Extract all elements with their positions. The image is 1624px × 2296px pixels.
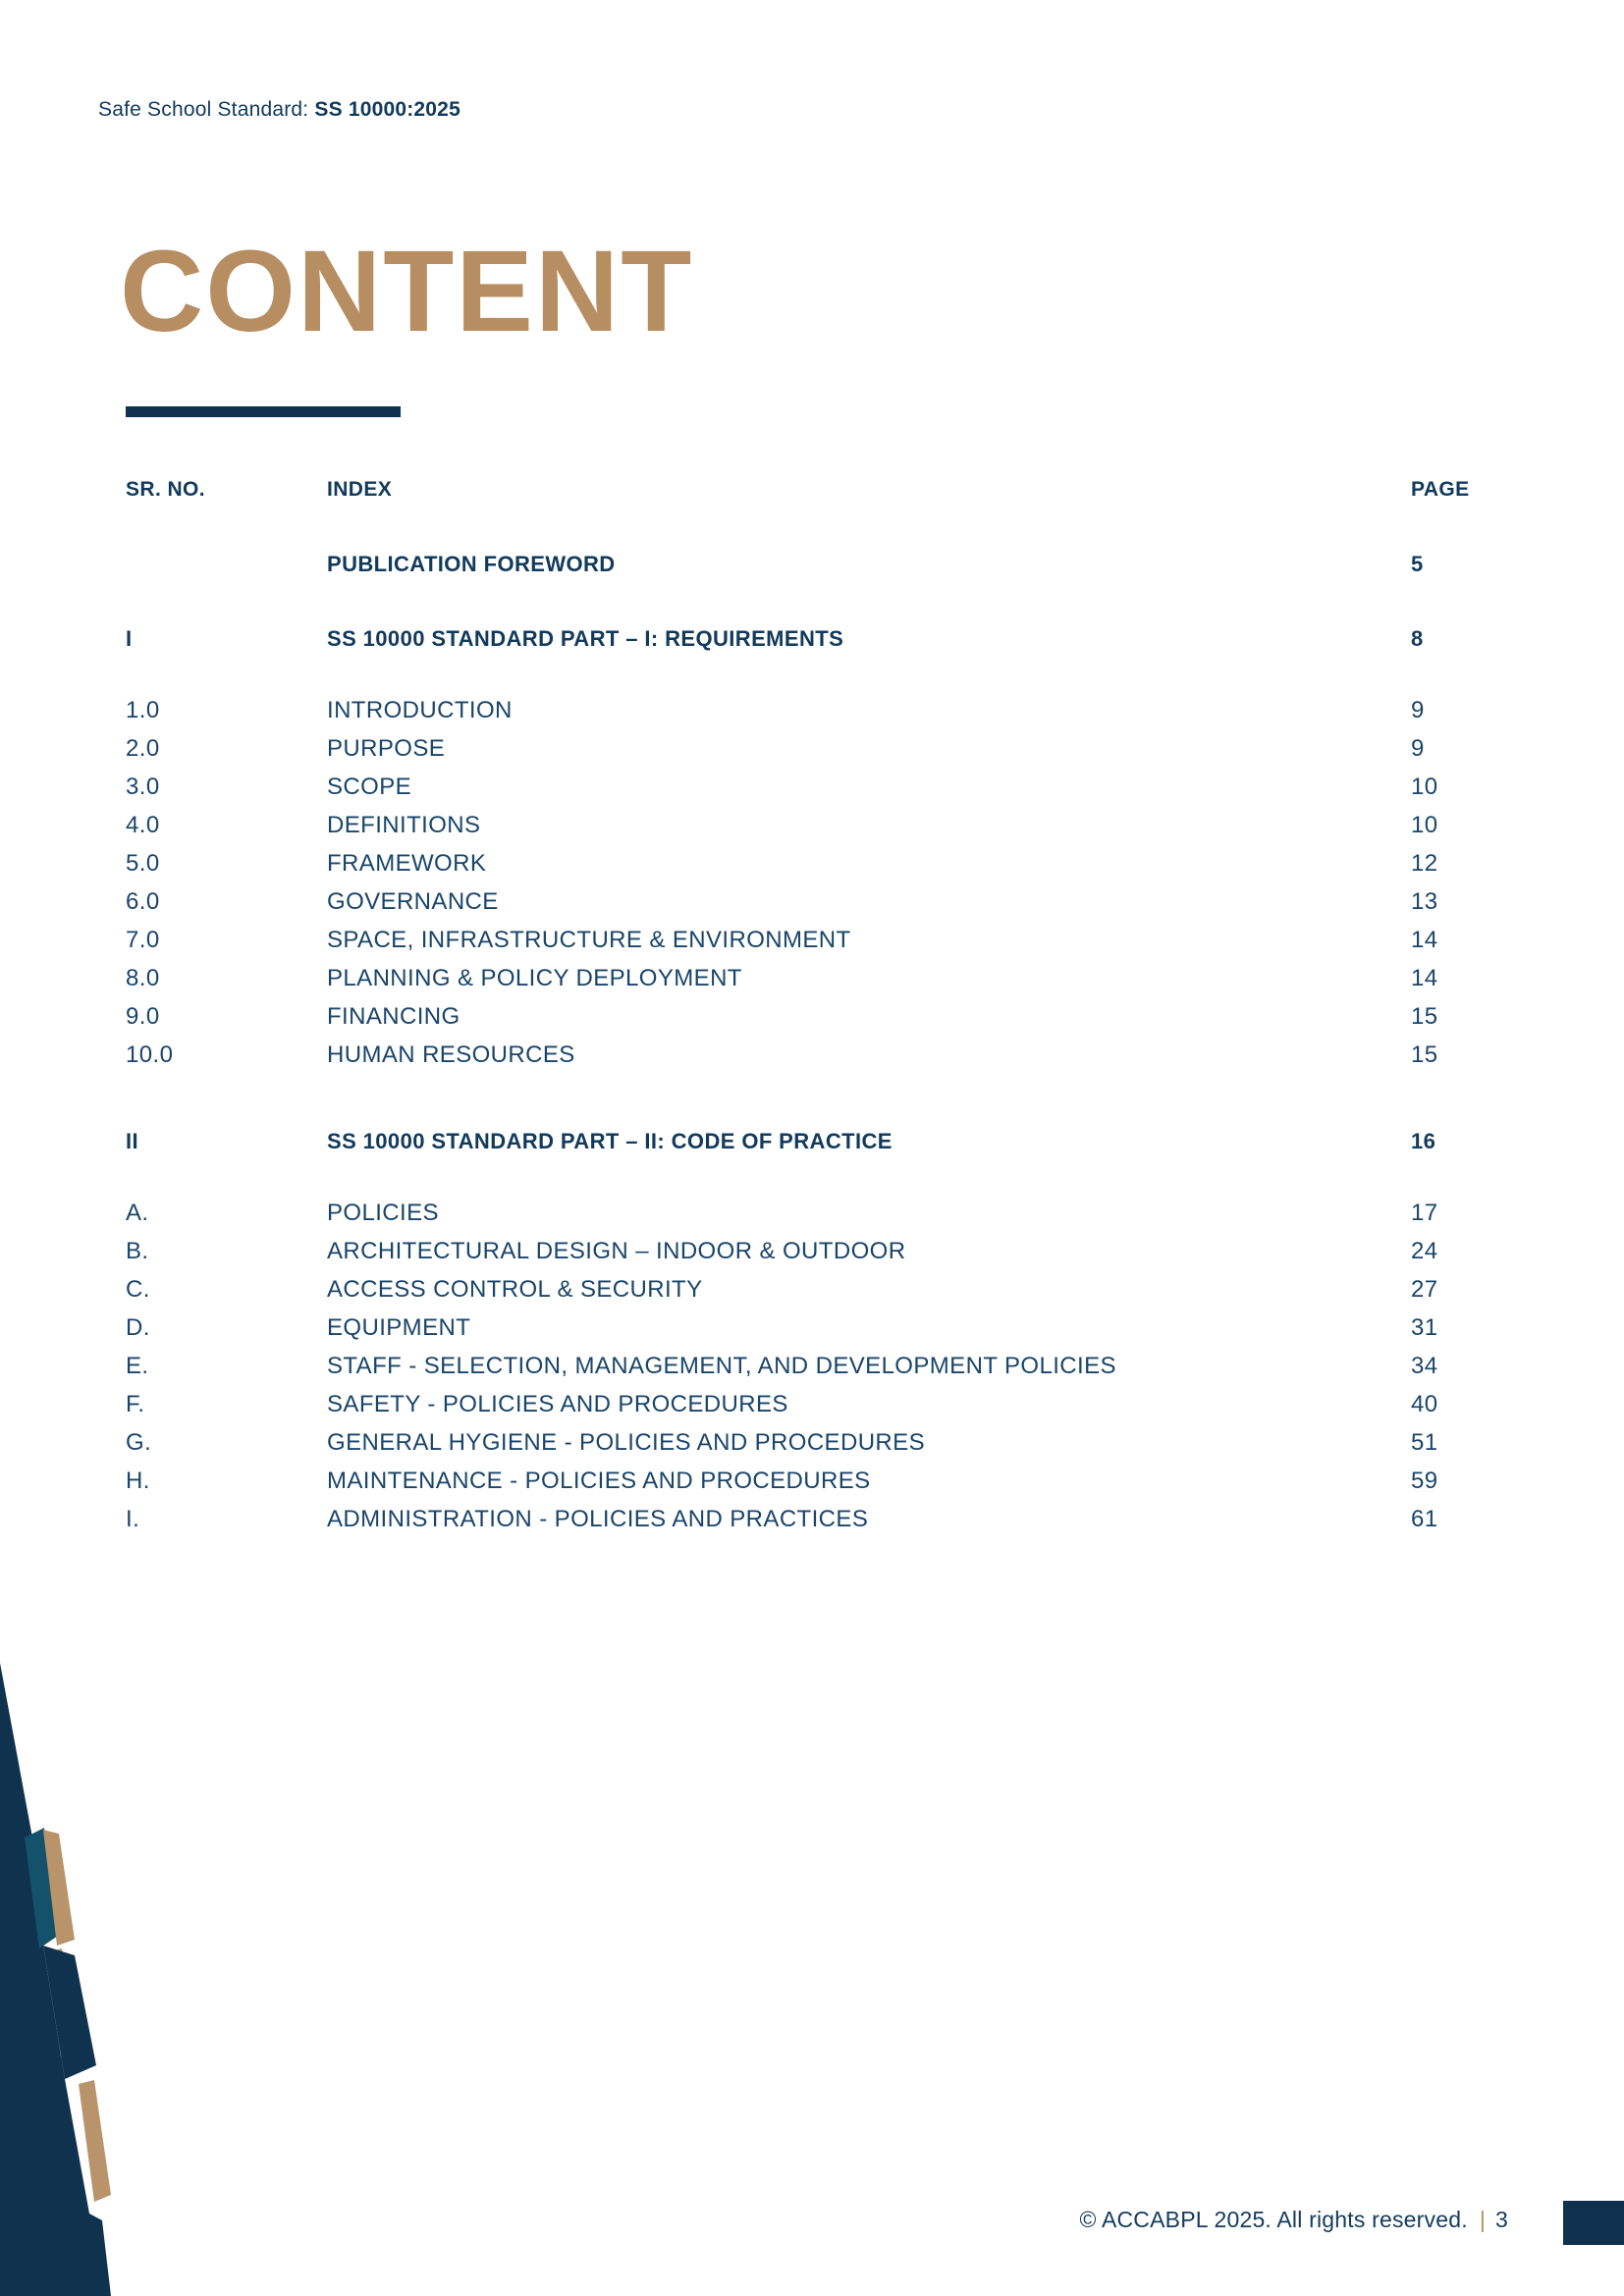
toc-sr-no: H. (126, 1468, 150, 1494)
toc-sr-no: 8.0 (126, 965, 160, 991)
toc-row (126, 1036, 1500, 1074)
toc-col-page: PAGE (1411, 478, 1470, 501)
toc-label: EQUIPMENT (327, 1314, 471, 1341)
toc-sr-no: A. (126, 1200, 149, 1226)
toc-page-number: 34 (1411, 1353, 1438, 1379)
toc-row (126, 806, 1500, 844)
toc-page-number: 15 (1411, 1041, 1438, 1068)
page-title: CONTENT (120, 227, 694, 356)
toc-row (126, 921, 1500, 959)
toc-page-number: 15 (1411, 1003, 1438, 1030)
toc-row (126, 1385, 1500, 1423)
toc-label: ADMINISTRATION - POLICIES AND PRACTICES (327, 1506, 869, 1532)
toc-page-number: 31 (1411, 1314, 1438, 1341)
toc-row (126, 959, 1500, 997)
toc-label: ACCESS CONTROL & SECURITY (327, 1276, 703, 1303)
toc-row (126, 768, 1500, 806)
toc-row (126, 550, 1500, 579)
copyright-text: © ACCABPL 2025. All rights reserved. (1079, 2207, 1468, 2232)
toc-sr-no: B. (126, 1238, 149, 1264)
toc-sr-no: 5.0 (126, 850, 160, 877)
toc-sr-no: 9.0 (126, 1003, 160, 1030)
toc-table (126, 475, 1500, 1538)
toc-page-number: 12 (1411, 850, 1438, 877)
toc-page-number: 14 (1411, 965, 1438, 991)
toc-label: SCOPE (327, 774, 412, 800)
toc-row (126, 1127, 1500, 1156)
toc-row (126, 691, 1500, 729)
toc-sr-no: G. (126, 1429, 152, 1456)
toc-sr-no: C. (126, 1276, 150, 1303)
footer-separator: | (1479, 2207, 1486, 2232)
toc-header-row (126, 475, 1500, 505)
toc-label: DEFINITIONS (327, 812, 481, 838)
toc-row (126, 1308, 1500, 1347)
toc-sr-no: D. (126, 1314, 150, 1341)
toc-label: HUMAN RESOURCES (327, 1041, 575, 1068)
toc-label: INTRODUCTION (327, 697, 513, 723)
toc-label: STAFF - SELECTION, MANAGEMENT, AND DEVELOPMENT POLICIES (327, 1353, 1116, 1379)
toc-row (126, 844, 1500, 882)
toc-row (126, 997, 1500, 1036)
toc-col-index: INDEX (327, 478, 393, 501)
toc-row (126, 624, 1500, 654)
footer-page-number: 3 (1495, 2207, 1508, 2232)
toc-page-number: 27 (1411, 1276, 1438, 1303)
toc-sr-no: 1.0 (126, 697, 160, 723)
toc-row (126, 1194, 1500, 1232)
toc-label: SAFETY - POLICIES AND PROCEDURES (327, 1391, 788, 1417)
toc-item-group (126, 691, 1500, 1074)
toc-label: SS 10000 STANDARD PART – II: CODE OF PRACTICE (327, 1129, 893, 1153)
toc-item-group (126, 1194, 1500, 1538)
footer-accent-block (1563, 2201, 1624, 2245)
toc-label: GOVERNANCE (327, 888, 499, 915)
toc-label: ARCHITECTURAL DESIGN – INDOOR & OUTDOOR (327, 1238, 906, 1264)
toc-label: SPACE, INFRASTRUCTURE & ENVIRONMENT (327, 927, 851, 953)
toc-page-number: 16 (1411, 1129, 1436, 1153)
toc-sr-no: 2.0 (126, 735, 160, 762)
running-header (98, 98, 460, 122)
toc-page-number: 5 (1411, 552, 1424, 576)
toc-label: FRAMEWORK (327, 850, 487, 877)
toc-row (126, 1270, 1500, 1308)
toc-label: FINANCING (327, 1003, 460, 1030)
toc-sr-no: 7.0 (126, 927, 160, 953)
toc-sr-no: 3.0 (126, 774, 160, 800)
toc-sr-no: E. (126, 1353, 149, 1379)
toc-label: MAINTENANCE - POLICIES AND PROCEDURES (327, 1468, 871, 1494)
toc-sr-no: II (126, 1129, 139, 1153)
toc-sr-no: F. (126, 1391, 145, 1417)
toc-label: GENERAL HYGIENE - POLICIES AND PROCEDURES (327, 1429, 925, 1456)
toc-page-number: 10 (1411, 774, 1438, 800)
toc-label: SS 10000 STANDARD PART – I: REQUIREMENTS (327, 626, 844, 651)
toc-col-sr-no: SR. NO. (126, 478, 205, 501)
toc-page-number: 9 (1411, 697, 1425, 723)
title-underline (126, 406, 401, 417)
toc-sr-no: I. (126, 1506, 140, 1532)
toc-row (126, 1500, 1500, 1538)
toc-page-number: 9 (1411, 735, 1425, 762)
toc-body (126, 550, 1500, 1538)
toc-page-number: 13 (1411, 888, 1438, 915)
toc-page-number: 51 (1411, 1429, 1438, 1456)
toc-row (126, 1462, 1500, 1500)
corner-decoration-art (0, 1629, 334, 2296)
page-footer (1079, 2207, 1508, 2233)
toc-row (126, 1423, 1500, 1462)
toc-page-number: 17 (1411, 1200, 1438, 1226)
toc-page-number: 8 (1411, 626, 1424, 651)
toc-page-number: 10 (1411, 812, 1438, 838)
toc-row (126, 1347, 1500, 1385)
toc-sr-no: I (126, 626, 133, 651)
toc-sr-no: 10.0 (126, 1041, 174, 1068)
running-header-standard: SS 10000:2025 (314, 98, 460, 121)
toc-page-number: 59 (1411, 1468, 1438, 1494)
toc-page-number: 14 (1411, 927, 1438, 953)
toc-row (126, 1232, 1500, 1270)
toc-label: PUBLICATION FOREWORD (327, 552, 616, 576)
toc-page-number: 61 (1411, 1506, 1438, 1532)
toc-page-number: 24 (1411, 1238, 1438, 1264)
toc-label: PURPOSE (327, 735, 446, 762)
toc-label: PLANNING & POLICY DEPLOYMENT (327, 965, 742, 991)
toc-row (126, 729, 1500, 768)
toc-sr-no: 4.0 (126, 812, 160, 838)
toc-row (126, 882, 1500, 921)
toc-label: POLICIES (327, 1200, 439, 1226)
toc-sr-no: 6.0 (126, 888, 160, 915)
running-header-prefix: Safe School Standard: (98, 98, 315, 121)
toc-page-number: 40 (1411, 1391, 1438, 1417)
